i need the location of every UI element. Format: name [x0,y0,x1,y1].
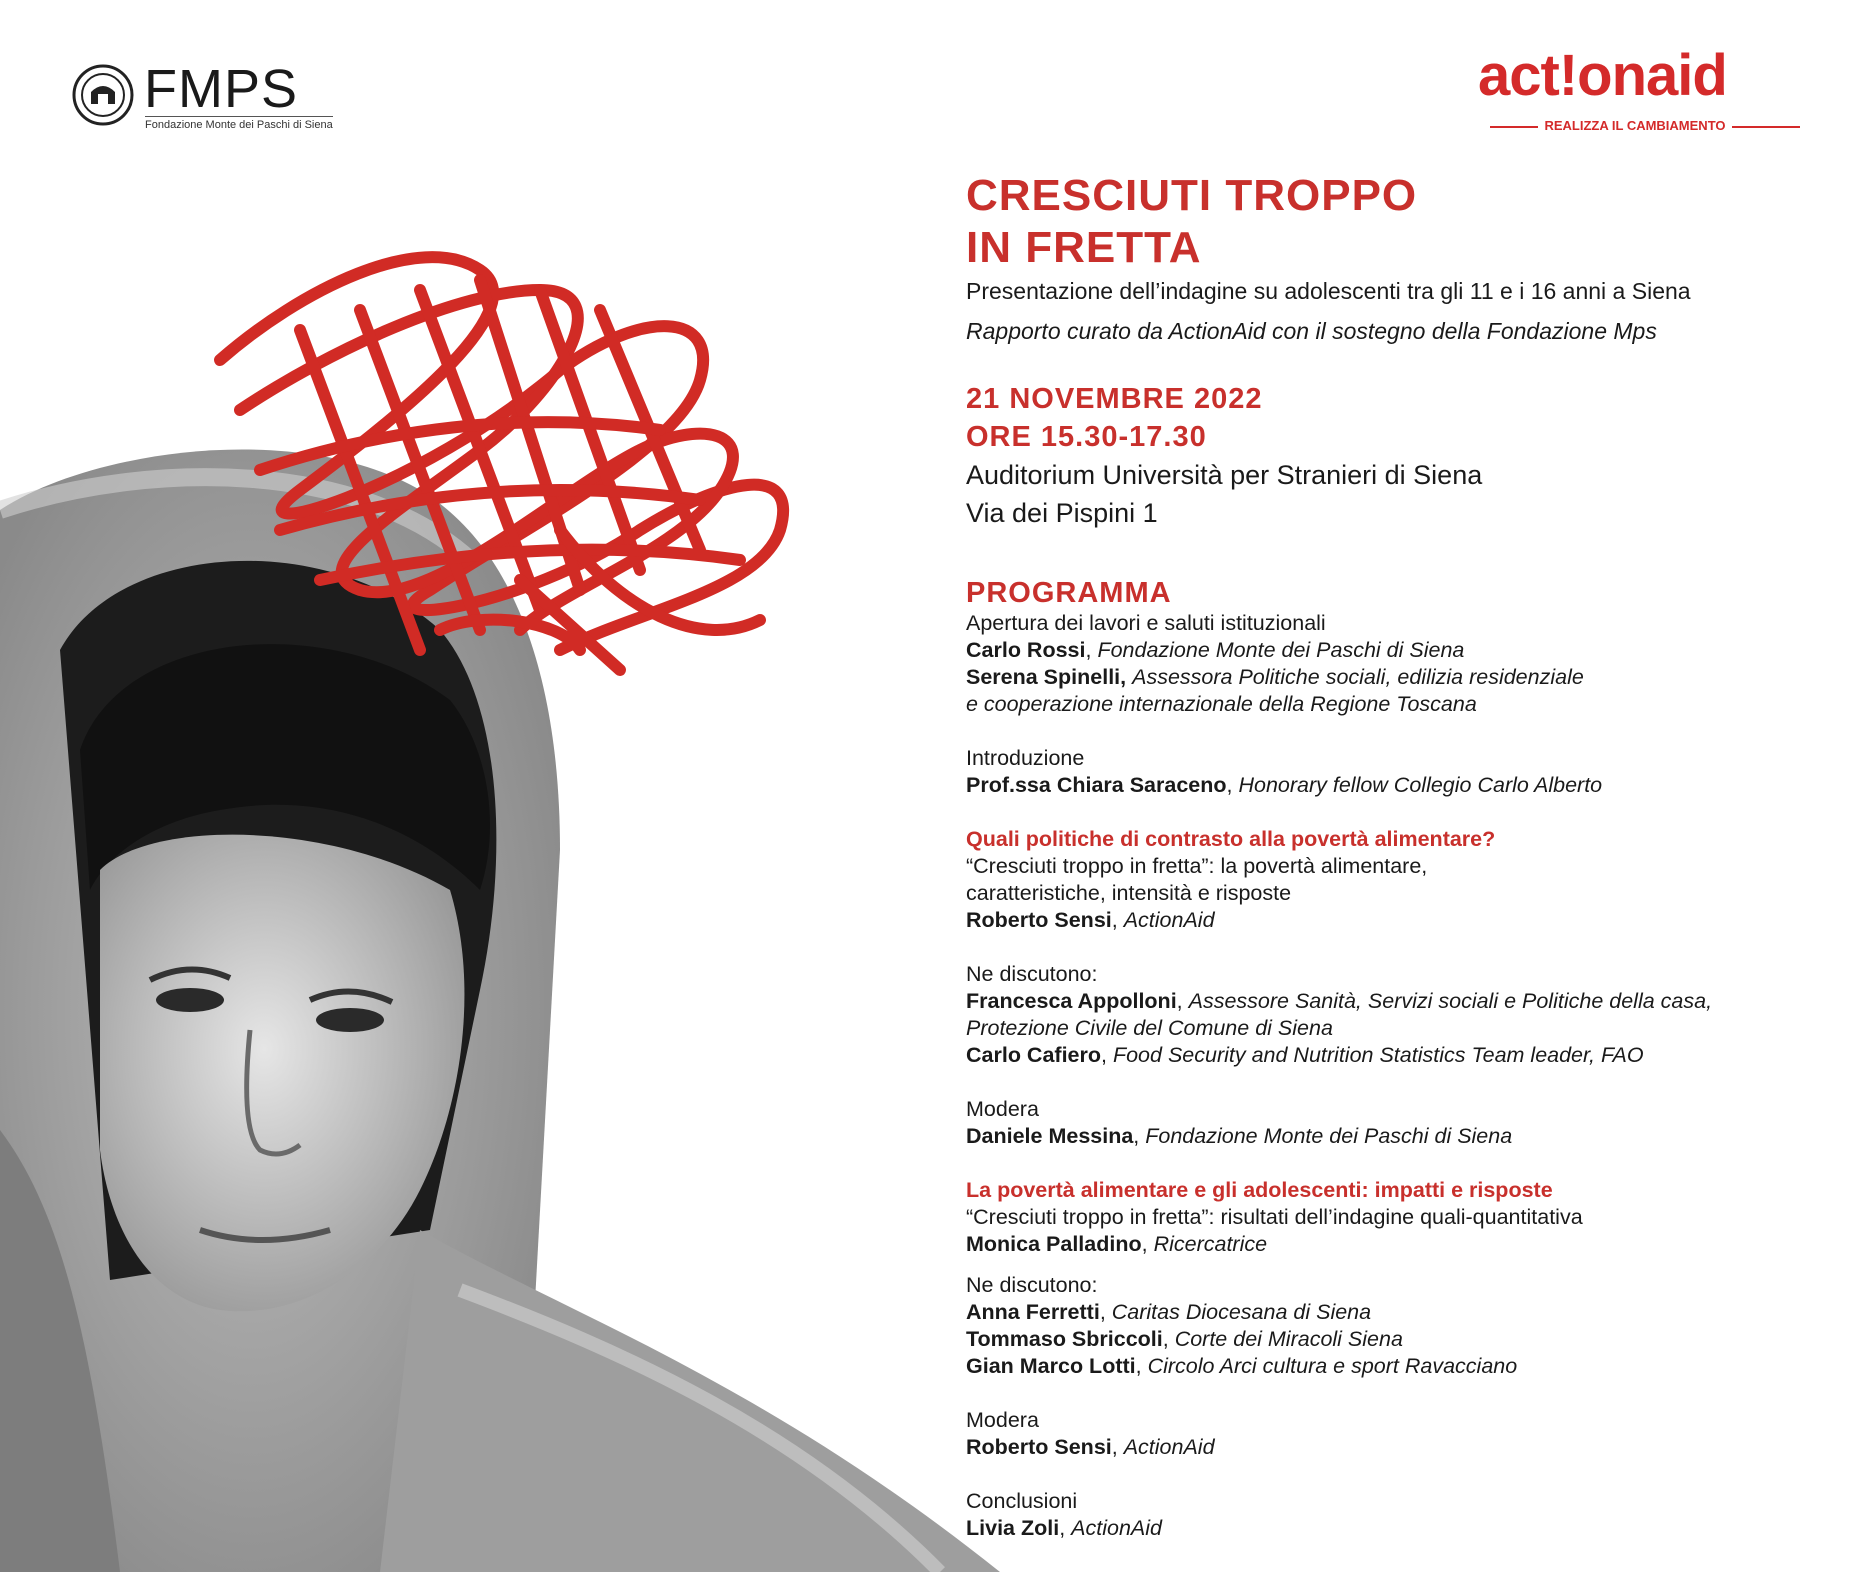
fmps-name: FMPS [144,59,299,119]
speaker-line: Anna Ferretti, Caritas Diocesana di Siena [966,1300,1372,1324]
event-date: 21 NOVEMBRE 2022 [966,383,1263,415]
venue-name: Auditorium Università per Stranieri di Siena [966,460,1483,490]
speaker-line: Prof.ssa Chiara Saraceno, Honorary fellow Collegio Carlo Alberto [966,773,1603,797]
speaker-line: Carlo Rossi, Fondazione Monte dei Paschi di Siena [966,638,1465,662]
speaker-line: Francesca Appolloni, Assessore Sanità, Servizi sociali e Politiche della casa, [966,989,1713,1013]
speaker-line: Tommaso Sbriccoli, Corte dei Miracoli Siena [966,1327,1403,1351]
panel-label: Ne discutono: [966,962,1098,986]
talk-title: “Cresciuti troppo in fretta”: la povertà alimentare, [966,854,1428,878]
programma [966,576,1836,1542]
event-title [966,170,1836,274]
event-time: ORE 15.30-17.30 [966,421,1207,453]
actionaid-tagline-wrap [1470,118,1800,133]
programma-heading: PROGRAMMA [966,577,1172,609]
title-line-2: IN FRETTA [966,223,1202,272]
section2-heading: La povertà alimentare e gli adolescenti: impatti e risposte [966,1178,1553,1202]
closing-label: Conclusioni [966,1489,1078,1513]
fmps-seal-icon [72,64,134,126]
speaker-line: Roberto Sensi, ActionAid [966,908,1215,932]
title-line-1: CRESCIUTI TROPPO [966,171,1418,220]
speaker-line: Roberto Sensi, ActionAid [966,1435,1215,1459]
speaker-role-cont: e cooperazione internazionale della Regione Toscana [966,692,1477,716]
speaker-line: Carlo Cafiero, Food Security and Nutrition Statistics Team leader, FAO [966,1043,1644,1067]
report-note: Rapporto curato da ActionAid con il sostegno della Fondazione Mps [966,318,1657,344]
talk-title-cont: caratteristiche, intensità e risposte [966,881,1292,905]
moderator-label: Modera [966,1097,1039,1121]
speaker-line: Daniele Messina, Fondazione Monte dei Paschi di Siena [966,1124,1513,1148]
opening-label: Apertura dei lavori e saluti istituzionali [966,611,1326,635]
fmps-logo [72,59,333,134]
event-subtitle: Presentazione dell’indagine su adolescenti tra gli 11 e i 16 anni a Siena [966,278,1691,304]
event-info-column [966,170,1836,1542]
venue-address: Via dei Pispini 1 [966,498,1158,528]
fmps-subtitle: Fondazione Monte dei Paschi di Siena [145,116,333,131]
section1-heading: Quali politiche di contrasto alla povertà alimentare? [966,827,1496,851]
panel-label: Ne discutono: [966,1273,1098,1297]
speaker-role-cont: Protezione Civile del Comune di Siena [966,1016,1333,1040]
speaker-line: Livia Zoli, ActionAid [966,1516,1162,1540]
actionaid-name: act!onaid [1478,43,1727,108]
intro-label: Introduzione [966,746,1085,770]
actionaid-tagline: REALIZZA IL CAMBIAMENTO [1538,118,1731,133]
hooded-teen-photo [0,230,1000,1572]
moderator-label: Modera [966,1408,1039,1432]
actionaid-logo [1470,43,1800,146]
speaker-line: Serena Spinelli, Assessora Politiche sociali, edilizia residenziale [966,665,1584,689]
speaker-line: Monica Palladino, Ricercatrice [966,1232,1268,1256]
speaker-line: Gian Marco Lotti, Circolo Arci cultura e sport Ravacciano [966,1354,1518,1378]
talk-title: “Cresciuti troppo in fretta”: risultati dell’indagine quali-quantitativa [966,1205,1583,1229]
